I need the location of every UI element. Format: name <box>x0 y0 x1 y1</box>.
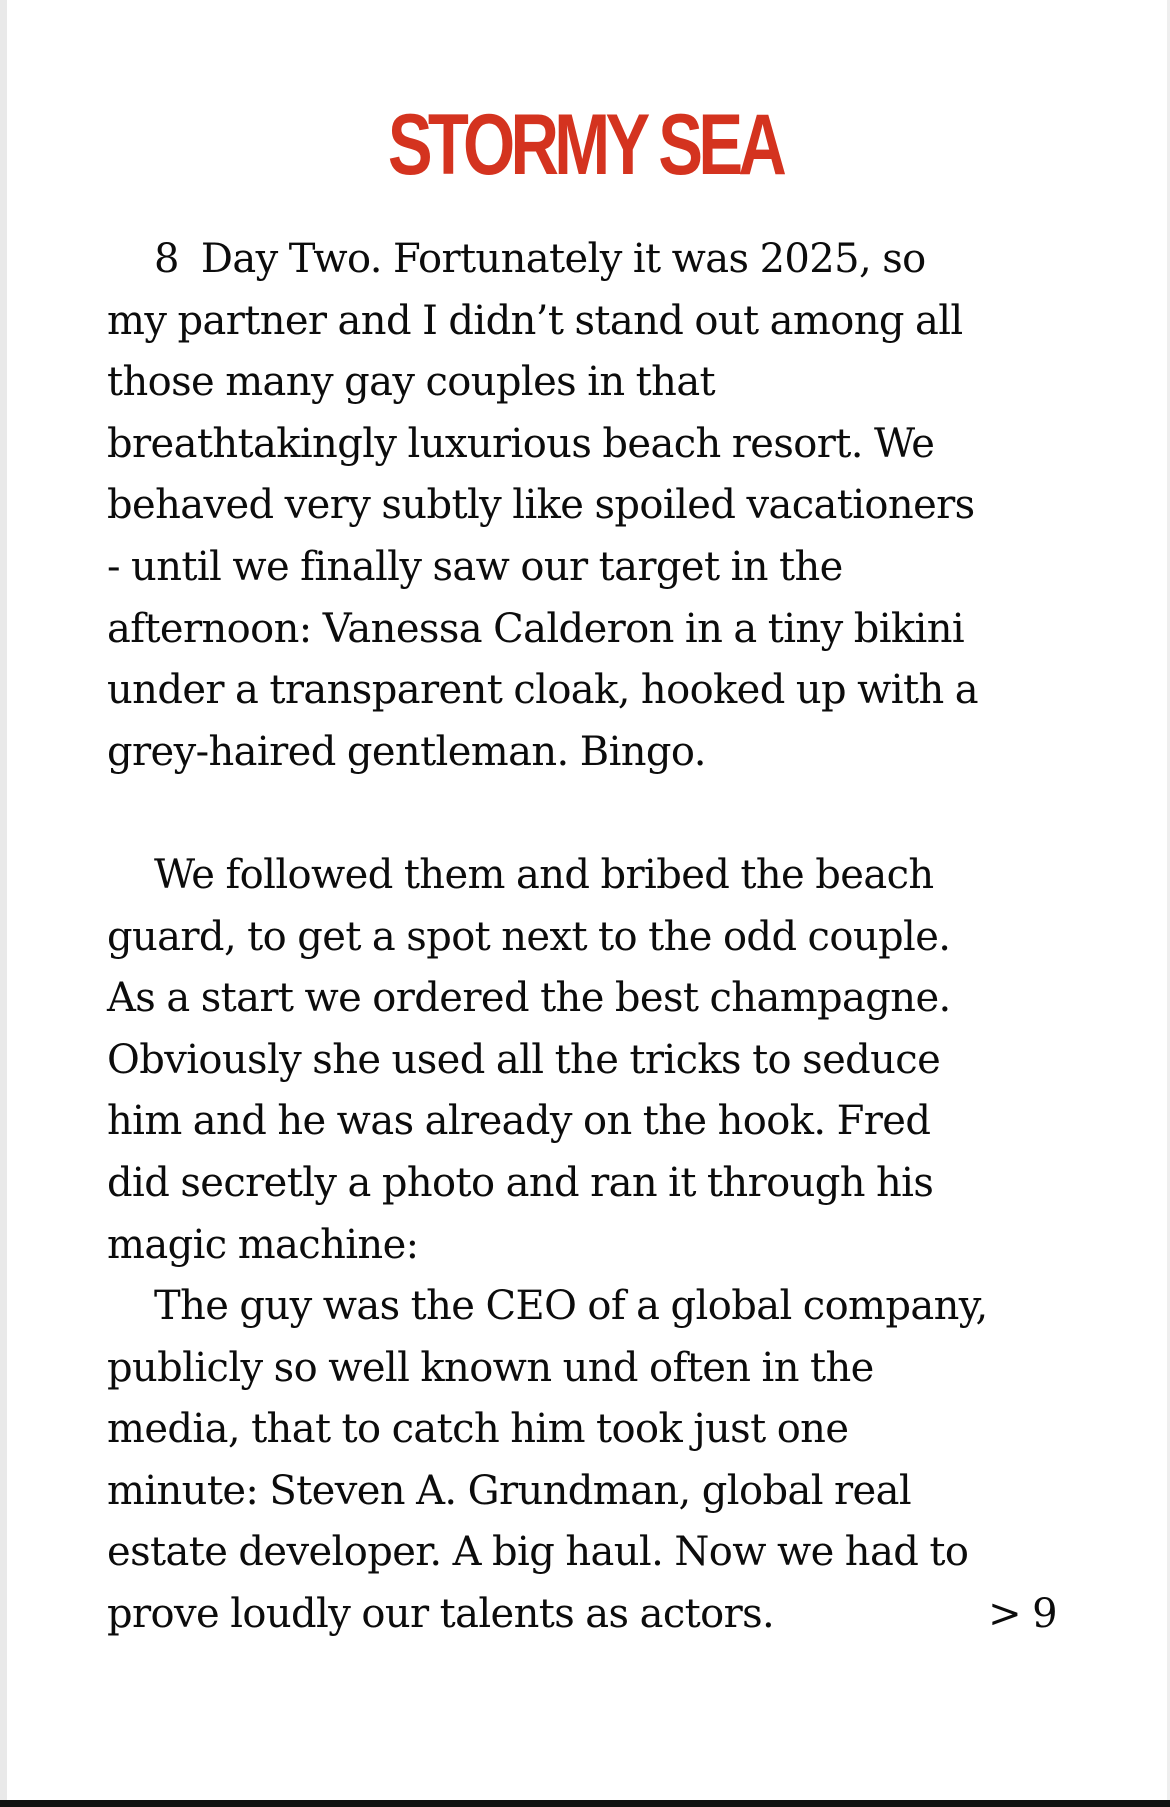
paragraph-2-line: guard, to get a spot next to the odd couple. <box>107 913 951 960</box>
paragraph-1-line: those many gay couples in that <box>107 359 716 406</box>
paragraph-1-line: breathtakingly luxurious beach resort. We <box>107 420 935 467</box>
paragraph-3-line: estate developer. A big haul. Now we had to <box>107 1529 969 1576</box>
paragraph-1-line: afternoon: Vanessa Calderon in a tiny bikini <box>107 605 965 652</box>
paragraph-3 <box>107 1276 1067 1646</box>
paragraph-1-line: under a transparent cloak, hooked up with a <box>107 667 978 714</box>
paragraph-3-line: The guy was the CEO of a global company, <box>154 1283 988 1330</box>
page-title: STORMY SEA <box>387 97 783 193</box>
paragraph-3-line: minute: Steven A. Grundman, global real <box>107 1467 912 1514</box>
paragraph-1-first-text: Day Two. Fortunately it was 2025, so <box>200 236 926 282</box>
bottom-edge <box>0 1800 1170 1807</box>
paragraph-1-line: my partner and I didn’t stand out among all <box>107 297 963 344</box>
paragraph-2 <box>107 845 1067 1276</box>
paragraph-3-last-text: prove loudly our talents as actors. <box>107 1591 775 1638</box>
paragraph-1-line: behaved very subtly like spoiled vacationers <box>107 482 975 529</box>
continue-marker: > 9 <box>988 1591 1057 1638</box>
article-body <box>107 229 1067 1646</box>
paragraph-3-line: publicly so well known und often in the <box>107 1344 874 1391</box>
paragraph-3-last-line <box>107 1584 1057 1646</box>
paragraph-3-line: media, that to catch him took just one <box>107 1406 849 1453</box>
paragraph-1-line: grey-haired gentleman. Bingo. <box>107 728 706 775</box>
paragraph-2-line: We followed them and bribed the beach <box>154 851 934 898</box>
chapter-number: 8 <box>154 236 179 282</box>
paragraph-2-line: As a start we ordered the best champagne. <box>107 975 951 1022</box>
paragraph-2-line: him and he was already on the hook. Fred <box>107 1098 931 1145</box>
paragraph-1 <box>107 229 1067 783</box>
paragraph-2-line: Obviously she used all the tricks to seduce <box>107 1036 941 1083</box>
paragraph-1-line-0 <box>107 229 1067 291</box>
paragraph-1-line: - until we finally saw our target in the <box>107 543 843 590</box>
left-page-edge <box>0 0 7 1807</box>
paragraph-spacer <box>107 783 1067 845</box>
paragraph-2-line: magic machine: <box>107 1221 419 1268</box>
paragraph-2-line: did secretly a photo and ran it through his <box>107 1159 934 1206</box>
